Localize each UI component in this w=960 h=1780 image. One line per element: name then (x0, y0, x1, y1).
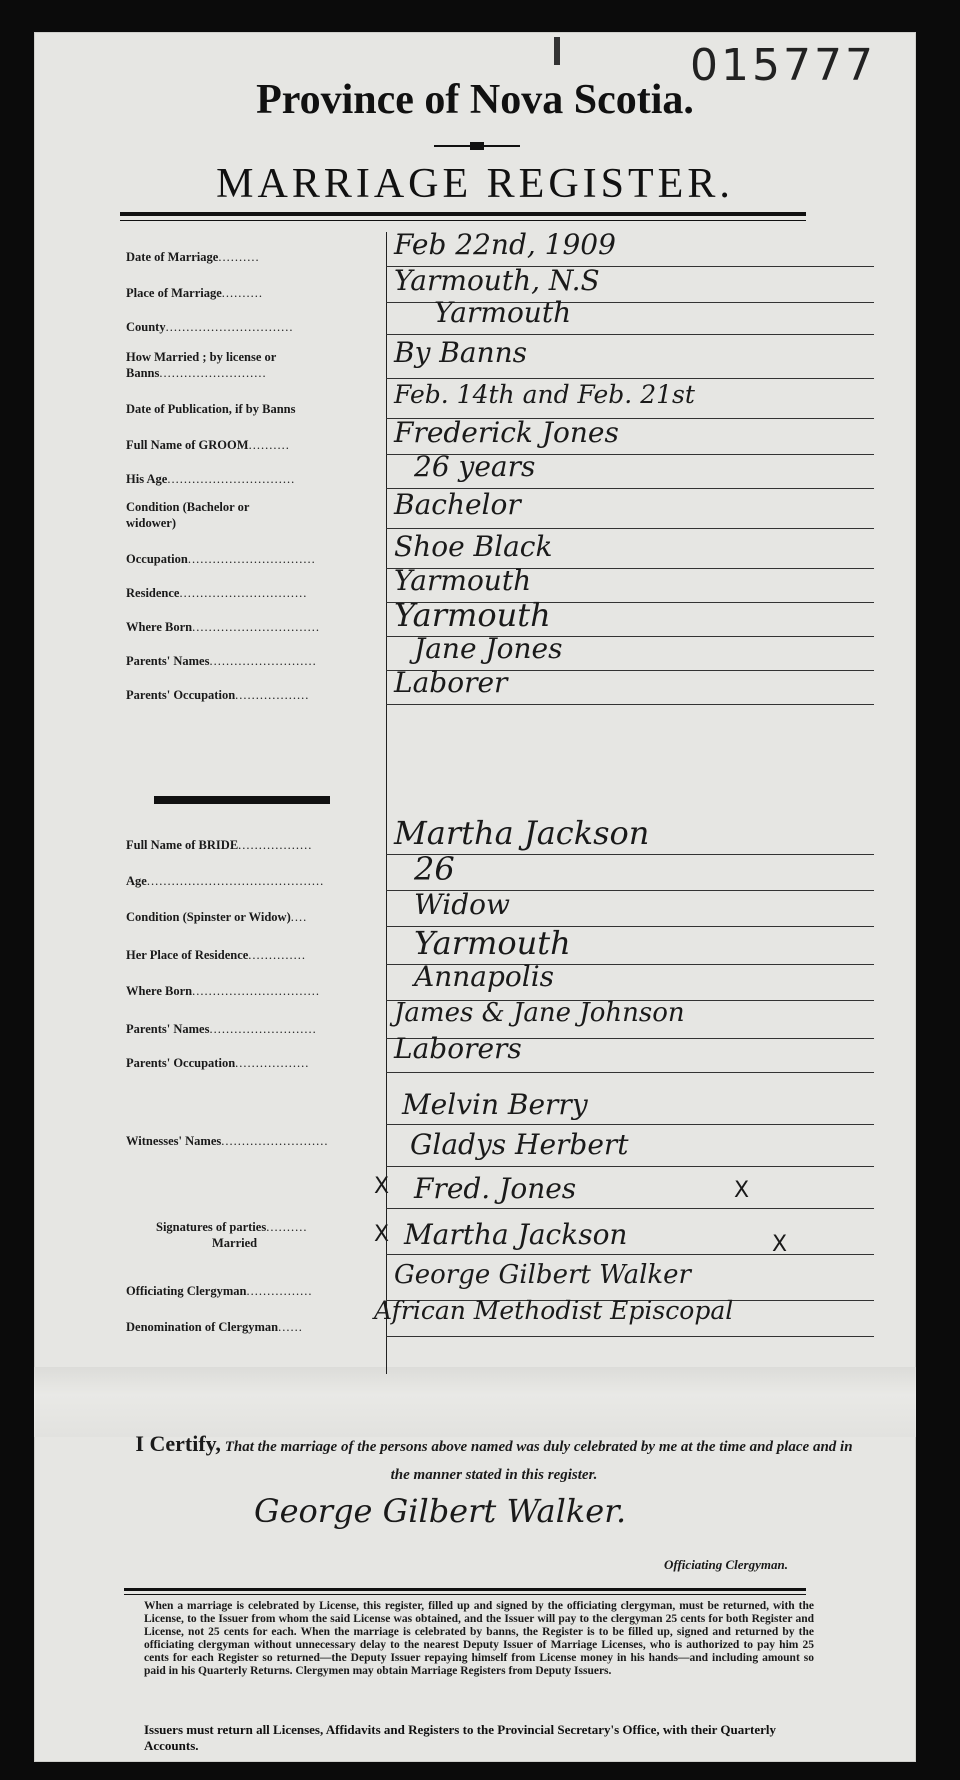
issuers-note: Issuers must return all Licenses, Affidavits and Registers to the Provincial Secretary's Office, with their Quarterly Accounts. (144, 1722, 776, 1753)
field-label: Where Born (126, 620, 193, 634)
bride-mark: X (374, 1222, 390, 1247)
groom-mark-right: X (734, 1178, 750, 1203)
field-value: James & Jane Johnson (394, 998, 685, 1028)
register-form (34, 32, 916, 1762)
field-dots: .................. (235, 1056, 310, 1070)
field-label: Witnesses' Names (126, 1134, 222, 1148)
field-value: African Methodist Episcopal (374, 1296, 734, 1325)
field-label: Officiating Clergyman (126, 1284, 247, 1298)
field-dots: .......... (221, 286, 264, 300)
field-label: Her Place of Residence (126, 948, 249, 962)
field-dots: ............................... (165, 320, 294, 334)
clergyman-signature: George Gilbert Walker. (254, 1492, 627, 1530)
field-label: Parents' Occupation (126, 1056, 236, 1070)
field-label-line2: Married (212, 1236, 258, 1250)
field-dots: .................. (235, 688, 310, 702)
footer-rule-thin (124, 1594, 806, 1595)
field-value: Yarmouth (394, 596, 551, 634)
field-dots: ...... (278, 1320, 303, 1334)
field-label: Date of Publication, if by Banns (126, 402, 296, 416)
field-label-line2: widower) (126, 516, 176, 530)
field-dots: .................. (238, 838, 313, 852)
field-dots: ............................... (192, 984, 320, 998)
field-value: Bachelor (394, 488, 521, 521)
field-underline (386, 1166, 874, 1167)
field-underline (386, 1072, 874, 1073)
field-dots: ............................... (167, 472, 296, 486)
field-value: Yarmouth (414, 924, 571, 962)
field-dots: ............................... (187, 552, 316, 566)
clergyman-signature-label: Officiating Clergyman. (664, 1557, 788, 1572)
field-dots: .............. (248, 948, 307, 962)
field-value: Feb. 14th and Feb. 21st (394, 380, 695, 409)
field-label: His Age (126, 472, 168, 486)
field-underline (386, 1254, 874, 1255)
certify-lead: I Certify, (135, 1431, 221, 1456)
witness-name-2: Gladys Herbert (410, 1128, 629, 1161)
field-dots: .......................... (209, 654, 317, 668)
bride-signature: Martha Jackson (404, 1218, 628, 1251)
field-value: Annapolis (414, 960, 555, 993)
field-label: Full Name of GROOM (126, 438, 249, 452)
column-divider (386, 232, 387, 1374)
field-dots: .......... (248, 438, 290, 452)
field-dots: .......................... (221, 1134, 329, 1148)
field-dots: .......... (218, 250, 260, 264)
field-value: Shoe Black (394, 530, 553, 563)
field-underline (386, 704, 874, 705)
field-value: Laborers (394, 1032, 522, 1065)
field-label: Where Born (126, 984, 193, 998)
field-underline (386, 334, 874, 335)
field-value: Frederick Jones (394, 416, 619, 449)
field-label: Condition (Spinster or Widow) (126, 910, 291, 924)
field-underline (386, 1208, 874, 1209)
witness-name-1: Melvin Berry (402, 1088, 588, 1121)
register-title: MARRIAGE REGISTER. (216, 161, 734, 207)
field-value: 26 (414, 850, 455, 888)
field-label: Date of Marriage (126, 250, 219, 264)
field-value: Feb 22nd, 1909 (394, 228, 616, 261)
field-label: Denomination of Clergyman (126, 1320, 279, 1334)
field-dots: .......................... (209, 1022, 317, 1036)
register-number: 015777 (690, 40, 876, 91)
return-instructions: When a marriage is celebrated by License, this register, filled up and signed by the officiating clergyman, must be returned, with the License, to the Issuer from whom the said License was obtained, and the Issuer will pay to the clergyman 25 cents for both Register and License, not 25 cents for each. When the marriage is celebrated by banns, the Register is to be filled up, signed and returned by the officiating clergyman without unnecessary delay to the nearest Deputy Issuer of Marriage Licenses, who is authorized to pay him 25 cents for each Register so returned—the Deputy Issuer repaying himself from License money in his hands—and including amount so paid in his Quarterly Returns. Clergymen may obtain Marriage Registers from Deputy Issuers. (144, 1600, 814, 1677)
field-label: Residence (126, 586, 180, 600)
field-value: Martha Jackson (394, 814, 650, 852)
header-rule-thick (120, 212, 806, 216)
field-label-line2: Banns (126, 366, 160, 380)
field-value: Laborer (394, 666, 508, 699)
binder-mark (554, 37, 560, 65)
field-underline (386, 1124, 874, 1125)
field-label: Age (126, 874, 147, 888)
field-label: Place of Marriage (126, 286, 222, 300)
field-underline (386, 854, 874, 855)
field-label: How Married ; by license or (126, 350, 277, 364)
field-underline (386, 1336, 874, 1337)
field-label: Parents' Names (126, 654, 210, 668)
field-dots: ............................... (192, 620, 320, 634)
field-value: Jane Jones (414, 632, 563, 665)
field-label: Parents' Names (126, 1022, 210, 1036)
field-underline (386, 528, 874, 529)
field-label: Full Name of BRIDE (126, 838, 239, 852)
field-label: Occupation (126, 552, 188, 566)
field-value: Widow (414, 888, 510, 921)
field-value: Yarmouth (434, 296, 572, 329)
bride-mark-right: X (772, 1232, 788, 1257)
footer-rule-thick (124, 1588, 806, 1591)
field-dots: .......................... (159, 366, 267, 380)
field-value: By Banns (394, 336, 527, 369)
ornament-divider (434, 140, 520, 152)
header-rule-thin (120, 220, 806, 221)
certify-text: That the marriage of the persons above named was duly celebrated by me at the time and place and in the manner stated in this register. (224, 1439, 853, 1483)
groom-signature: Fred. Jones (414, 1172, 577, 1205)
field-dots: ........................................... (146, 874, 325, 888)
groom-mark: X (374, 1174, 390, 1199)
field-value: 26 years (414, 450, 536, 483)
field-label: Condition (Bachelor or (126, 500, 250, 514)
paper-fold (34, 1367, 916, 1437)
field-value: George Gilbert Walker (394, 1260, 691, 1290)
field-dots: .......... (266, 1220, 308, 1234)
province-heading: Province of Nova Scotia. (256, 77, 694, 123)
field-label: Parents' Occupation (126, 688, 236, 702)
field-value: Yarmouth (394, 564, 532, 597)
field-label: County (126, 320, 166, 334)
field-label: Signatures of parties (156, 1220, 267, 1234)
field-dots: .... (290, 910, 308, 924)
field-dots: ................ (246, 1284, 313, 1298)
field-value: Yarmouth, N.S (394, 264, 600, 297)
field-dots: ............................... (179, 586, 308, 600)
section-separator-bar (154, 796, 330, 804)
field-underline (386, 378, 874, 379)
certification-statement (124, 1430, 864, 1489)
